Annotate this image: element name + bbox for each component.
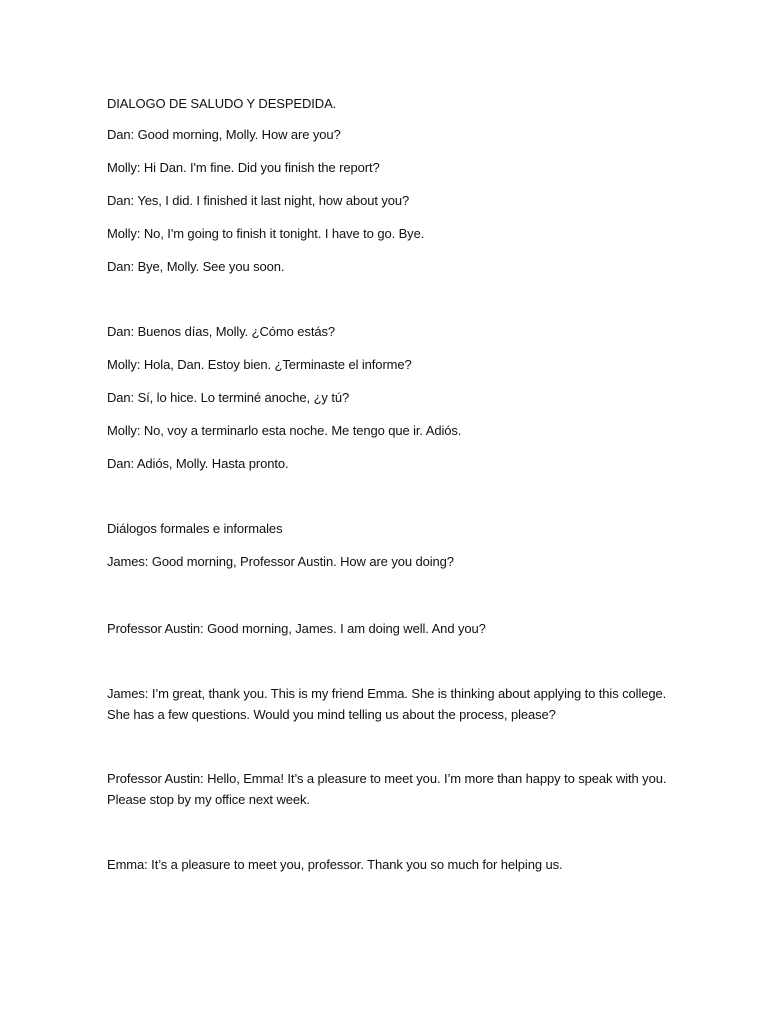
dialog-line: Molly: Hola, Dan. Estoy bien. ¿Terminaste el informe? xyxy=(107,357,412,372)
dialog-line: Dan: Good morning, Molly. How are you? xyxy=(107,127,341,142)
dialog-line: Dan: Buenos días, Molly. ¿Cómo estás? xyxy=(107,324,335,339)
document-heading: DIALOGO DE SALUDO Y DESPEDIDA. xyxy=(107,96,337,111)
dialog-line: Molly: No, I'm going to finish it tonight. I have to go. Bye. xyxy=(107,226,425,241)
dialog-line: Dan: Bye, Molly. See you soon. xyxy=(107,259,285,274)
dialog-line: Emma: It’s a pleasure to meet you, professor. Thank you so much for helping us. xyxy=(107,857,563,872)
dialog-line: Molly: Hi Dan. I'm fine. Did you finish the report? xyxy=(107,160,380,175)
dialog-line: Molly: No, voy a terminarlo esta noche. Me tengo que ir. Adiós. xyxy=(107,423,462,438)
dialog-line: Dan: Yes, I did. I finished it last night, how about you? xyxy=(107,193,410,208)
section-heading: Diálogos formales e informales xyxy=(107,521,283,536)
dialog-paragraph: James: I’m great, thank you. This is my friend Emma. She is thinking about applying to this college. She has a few questions. Would you mind telling us about the process, please? xyxy=(107,686,667,722)
dialog-line: Professor Austin: Good morning, James. I am doing well. And you? xyxy=(107,621,486,636)
dialog-paragraph: Professor Austin: Hello, Emma! It’s a pleasure to meet you. I’m more than happy to speak with you. Please stop by my office next week. xyxy=(107,771,667,807)
dialog-line: Dan: Adiós, Molly. Hasta pronto. xyxy=(107,456,289,471)
dialog-line: James: Good morning, Professor Austin. How are you doing? xyxy=(107,554,454,569)
dialog-line: Dan: Sí, lo hice. Lo terminé anoche, ¿y tú? xyxy=(107,390,350,405)
